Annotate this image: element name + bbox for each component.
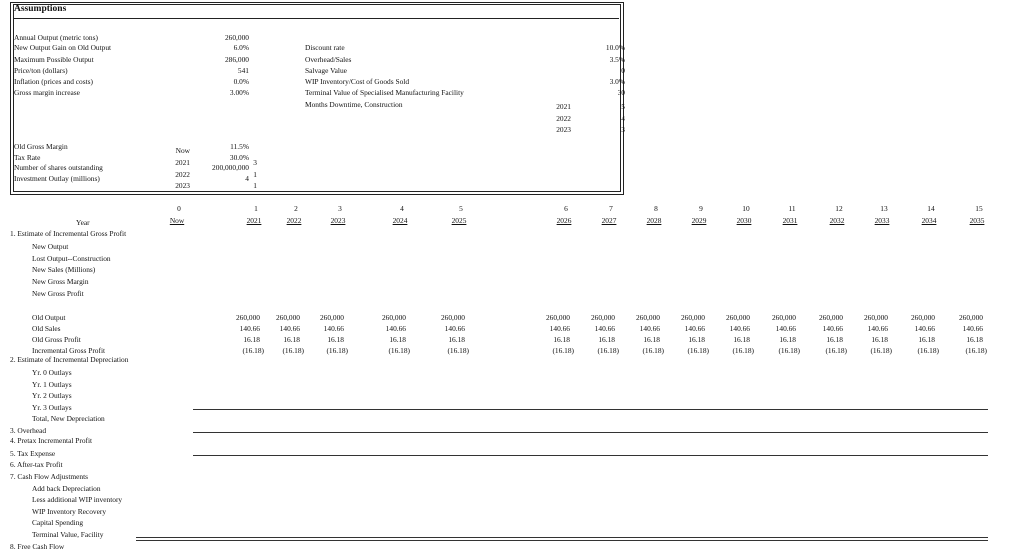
- assumption-label: Maximum Possible Output: [14, 55, 94, 64]
- period-number: 11: [788, 204, 796, 213]
- assumption-value: 0: [621, 66, 625, 75]
- period-number: 9: [699, 204, 703, 213]
- fcf-rule-top: [136, 537, 988, 538]
- year-header: 2028: [646, 216, 662, 225]
- assumption-label: Gross margin increase: [14, 88, 80, 97]
- outlay-value: 3: [253, 158, 257, 167]
- assumption-value: 3.0%: [609, 77, 625, 86]
- value-cell: 16.18: [553, 335, 570, 344]
- value-cell: 140.66: [444, 324, 465, 333]
- downtime-value: 5: [621, 102, 625, 111]
- assumption-label: Salvage Value: [305, 66, 347, 75]
- depreciation-rule: [193, 409, 988, 410]
- outlay-value: 1: [253, 170, 257, 179]
- year-header: 2026: [556, 216, 572, 225]
- period-number: 5: [459, 204, 463, 213]
- period-number: 8: [654, 204, 658, 213]
- assumptions-title-divider: [13, 18, 619, 19]
- value-cell: 16.18: [688, 335, 705, 344]
- row-label: Year: [76, 218, 90, 227]
- value-cell: 16.18: [283, 335, 300, 344]
- overhead-rule: [193, 432, 988, 433]
- value-cell: (16.18): [597, 346, 619, 355]
- value-cell: 260,000: [863, 313, 888, 322]
- value-cell: 16.18: [871, 335, 888, 344]
- value-cell: 260,000: [680, 313, 705, 322]
- row-label: Terminal Value, Facility: [32, 530, 104, 539]
- outlay-value: 1: [253, 181, 257, 190]
- row-label: Yr. 3 Outlays: [32, 403, 72, 412]
- row-label: 3. Overhead: [10, 426, 47, 435]
- period-number: 15: [975, 204, 983, 213]
- row-label: Yr. 2 Outlays: [32, 391, 72, 400]
- year-header: 2025: [451, 216, 467, 225]
- value-cell: (16.18): [282, 346, 304, 355]
- fcf-rule-bottom: [136, 540, 988, 541]
- value-cell: 260,000: [725, 313, 750, 322]
- value-cell: 260,000: [545, 313, 570, 322]
- value-cell: 16.18: [389, 335, 406, 344]
- downtime-year: 2021: [556, 102, 571, 111]
- period-number: 7: [609, 204, 613, 213]
- value-cell: 140.66: [279, 324, 300, 333]
- row-label: Yr. 0 Outlays: [32, 368, 72, 377]
- assumption-label: New Output Gain on Old Output: [14, 43, 112, 52]
- tax-rule: [193, 455, 988, 456]
- value-cell: 140.66: [962, 324, 983, 333]
- assumptions-title: Assumptions: [14, 4, 67, 14]
- year-header: 2031: [782, 216, 798, 225]
- row-label: 5. Tax Expense: [10, 449, 56, 458]
- value-cell: 16.18: [918, 335, 935, 344]
- row-label: New Output: [32, 242, 69, 251]
- value-cell: 140.66: [549, 324, 570, 333]
- year-header: 2033: [874, 216, 890, 225]
- value-cell: 260,000: [235, 313, 260, 322]
- period-number: 1: [254, 204, 258, 213]
- value-cell: (16.18): [732, 346, 754, 355]
- assumption-label: Discount rate: [305, 43, 345, 52]
- value-cell: (16.18): [687, 346, 709, 355]
- value-cell: 16.18: [779, 335, 796, 344]
- row-label: Yr. 1 Outlays: [32, 380, 72, 389]
- year-header: 2023: [330, 216, 346, 225]
- period-number: 3: [338, 204, 342, 213]
- year-header: 2022: [286, 216, 302, 225]
- assumption-label: Annual Output (metric tons): [14, 33, 98, 42]
- downtime-value: 4: [621, 114, 625, 123]
- downtime-value: 3: [621, 125, 625, 134]
- value-cell: 16.18: [327, 335, 344, 344]
- assumption-label: Tax Rate: [14, 153, 41, 162]
- period-number: 6: [564, 204, 568, 213]
- assumption-label: Price/ton (dollars): [14, 66, 68, 75]
- value-cell: (16.18): [778, 346, 800, 355]
- value-cell: 260,000: [635, 313, 660, 322]
- row-label: Old Output: [32, 313, 66, 322]
- period-number: 14: [927, 204, 935, 213]
- value-cell: 140.66: [684, 324, 705, 333]
- row-label: Add back Depreciation: [32, 484, 101, 493]
- value-cell: 140.66: [775, 324, 796, 333]
- value-cell: 140.66: [639, 324, 660, 333]
- period-number: 0: [177, 204, 181, 213]
- year-header: Now: [169, 216, 185, 225]
- row-label: Less additional WIP inventory: [32, 495, 123, 504]
- row-label: 4. Pretax Incremental Profit: [10, 436, 93, 445]
- value-cell: 260,000: [319, 313, 344, 322]
- value-cell: 16.18: [243, 335, 260, 344]
- year-header: 2024: [392, 216, 408, 225]
- row-label: 1. Estimate of Incremental Gross Profit: [10, 229, 127, 238]
- assumption-value: 30: [617, 88, 625, 97]
- outlay-year: 2021: [175, 158, 190, 167]
- period-number: 2: [294, 204, 298, 213]
- period-number: 12: [835, 204, 843, 213]
- assumption-value: 286,000: [224, 55, 249, 64]
- row-label: New Sales (Millions): [32, 265, 96, 274]
- value-cell: 140.66: [323, 324, 344, 333]
- row-label: Lost Output--Construction: [32, 254, 111, 263]
- assumption-label: Terminal Value of Specialised Manufacturing Facility: [305, 88, 464, 97]
- assumption-value: 10.0%: [605, 43, 625, 52]
- period-number: 10: [742, 204, 750, 213]
- value-cell: 260,000: [590, 313, 615, 322]
- value-cell: (16.18): [870, 346, 892, 355]
- assumption-value: 541: [237, 66, 249, 75]
- assumption-label: Investment Outlay (millions): [14, 174, 100, 183]
- row-label: Old Sales: [32, 324, 61, 333]
- assumption-value: 3.00%: [229, 88, 249, 97]
- assumption-label: Inflation (prices and costs): [14, 77, 94, 86]
- period-number: 4: [400, 204, 404, 213]
- value-cell: 16.18: [643, 335, 660, 344]
- assumption-value: 200,000,000: [212, 163, 249, 172]
- year-header: 2032: [829, 216, 845, 225]
- value-cell: 140.66: [729, 324, 750, 333]
- row-label: 2. Estimate of Incremental Depreciation: [10, 355, 129, 364]
- assumption-label: Months Downtime, Construction: [305, 100, 403, 109]
- value-cell: 260,000: [958, 313, 983, 322]
- period-number: 13: [880, 204, 888, 213]
- value-cell: 16.18: [966, 335, 983, 344]
- year-header: 2034: [921, 216, 937, 225]
- value-cell: 16.18: [598, 335, 615, 344]
- row-label: 8. Free Cash Flow: [10, 542, 65, 551]
- assumption-value: 11.5%: [230, 142, 249, 151]
- value-cell: 260,000: [910, 313, 935, 322]
- value-cell: 260,000: [818, 313, 843, 322]
- assumption-value: 6.0%: [233, 43, 249, 52]
- assumption-label: Overhead/Sales: [305, 55, 352, 64]
- year-header: 2035: [969, 216, 985, 225]
- row-label: Incremental Gross Profit: [32, 346, 106, 355]
- year-header: 2021: [246, 216, 262, 225]
- assumption-value: 260,000: [224, 33, 249, 42]
- value-cell: 16.18: [448, 335, 465, 344]
- value-cell: 140.66: [239, 324, 260, 333]
- assumption-label: Number of shares outstanding: [14, 163, 103, 172]
- value-cell: (16.18): [552, 346, 574, 355]
- downtime-year: 2022: [556, 114, 571, 123]
- assumption-value: 4: [245, 174, 249, 183]
- assumptions-inner-border: [13, 4, 621, 192]
- row-label: WIP Inventory Recovery: [32, 507, 107, 516]
- value-cell: (16.18): [388, 346, 410, 355]
- row-label: 6. After-tax Profit: [10, 460, 63, 469]
- row-label: 7. Cash Flow Adjustments: [10, 472, 89, 481]
- outlay-year: 2022: [175, 170, 190, 179]
- year-header: 2030: [736, 216, 752, 225]
- value-cell: (16.18): [917, 346, 939, 355]
- assumption-value: 30.0%: [229, 153, 249, 162]
- value-cell: 260,000: [275, 313, 300, 322]
- value-cell: 140.66: [385, 324, 406, 333]
- value-cell: 260,000: [440, 313, 465, 322]
- value-cell: 140.66: [914, 324, 935, 333]
- downtime-year: 2023: [556, 125, 571, 134]
- value-cell: (16.18): [447, 346, 469, 355]
- value-cell: 140.66: [822, 324, 843, 333]
- row-label: Capital Spending: [32, 518, 84, 527]
- value-cell: 140.66: [867, 324, 888, 333]
- year-header: 2029: [691, 216, 707, 225]
- value-cell: (16.18): [965, 346, 987, 355]
- value-cell: (16.18): [825, 346, 847, 355]
- assumption-value: 3.5%: [609, 55, 625, 64]
- row-label: Old Gross Profit: [32, 335, 81, 344]
- value-cell: 260,000: [381, 313, 406, 322]
- value-cell: (16.18): [326, 346, 348, 355]
- assumption-label: WIP Inventory/Cost of Goods Sold: [305, 77, 410, 86]
- assumption-label: Old Gross Margin: [14, 142, 68, 151]
- row-label: New Gross Margin: [32, 277, 89, 286]
- assumption-value: 0.0%: [233, 77, 249, 86]
- year-header: 2027: [601, 216, 617, 225]
- value-cell: 260,000: [771, 313, 796, 322]
- value-cell: 16.18: [826, 335, 843, 344]
- row-label: New Gross Profit: [32, 289, 84, 298]
- value-cell: 140.66: [594, 324, 615, 333]
- value-cell: 16.18: [733, 335, 750, 344]
- row-label: Total, New Depreciation: [32, 414, 105, 423]
- outlay-year: 2023: [175, 181, 190, 190]
- value-cell: (16.18): [242, 346, 264, 355]
- outlay-year: Now: [175, 146, 190, 155]
- value-cell: (16.18): [642, 346, 664, 355]
